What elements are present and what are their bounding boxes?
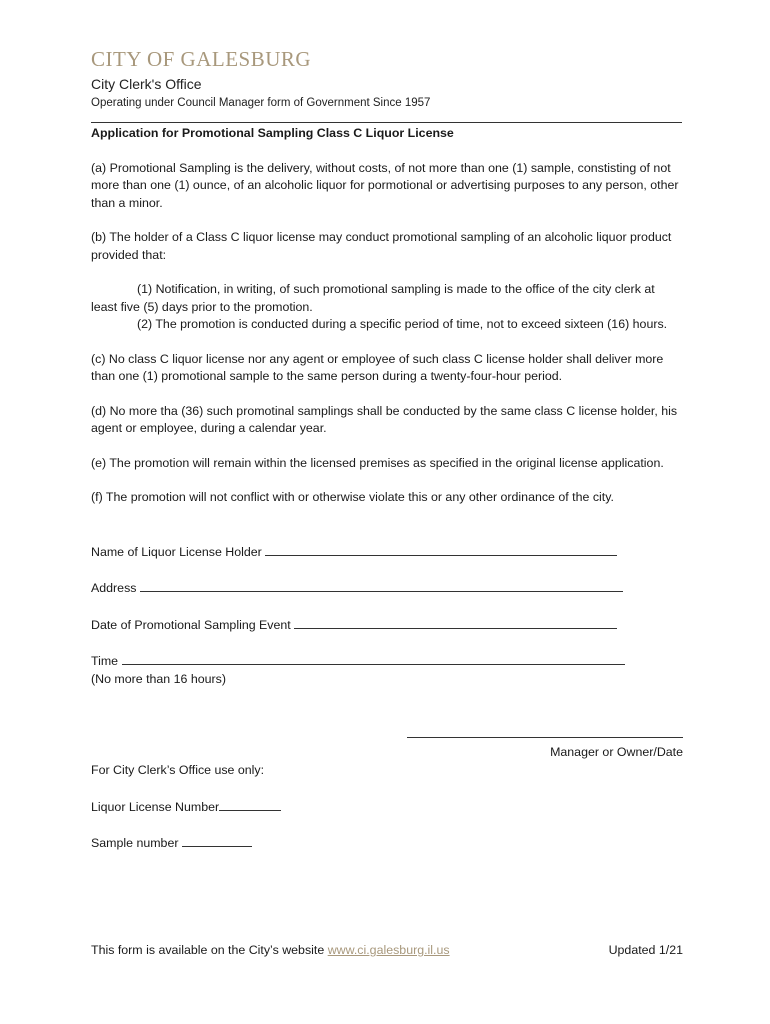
page-footer <box>91 943 683 957</box>
condition-2: (2) The promotion is conducted during a specific period of time, not to exceed sixteen (16) hours. <box>137 317 668 331</box>
conditions-list <box>91 281 683 334</box>
form-title: Application for Promotional Sampling Class C Liquor License <box>91 126 454 140</box>
address-input-line[interactable] <box>140 578 623 592</box>
signature-block <box>91 724 683 761</box>
license-number-field <box>91 797 683 817</box>
holder-name-input-line[interactable] <box>265 542 617 556</box>
signature-label: Manager or Owner/Date <box>550 744 683 759</box>
paragraph-f: (f) The promotion will not conflict with or otherwise violate this or any other ordinance of the city. <box>91 490 614 504</box>
paragraph-c: (c) No class C liquor license nor any agent or employee of such class C license holder shall deliver more than one (1) promotional sample to the same person during a twenty-four-hour period. <box>91 351 664 383</box>
sample-number-field <box>91 833 683 853</box>
signature-line[interactable] <box>407 724 683 738</box>
office-use-heading: For City Clerk’s Office use only: <box>91 763 265 777</box>
event-date-field <box>91 615 683 635</box>
updated-date: Updated 1/21 <box>608 943 683 957</box>
address-field <box>91 578 683 598</box>
sample-number-input-line[interactable] <box>182 833 252 847</box>
paragraph-a: (a) Promotional Sampling is the delivery, without costs, of not more than one (1) sample, constisting of not more than one (1) ounce, of an alcoholic liquor for pormotional or advertising purposes to any person, other than a minor. <box>91 160 679 210</box>
letterhead <box>91 46 430 111</box>
license-number-input-line[interactable] <box>219 797 281 811</box>
city-title: CITY OF GALESBURG <box>91 47 312 71</box>
website-link[interactable]: www.ci.galesburg.il.us <box>327 943 450 957</box>
paragraph-d: (d) No more tha (36) such promotinal samplings shall be conducted by the same class C license holder, his agent or employee, during a calendar year. <box>91 403 678 435</box>
office-name: City Clerk's Office <box>91 76 202 92</box>
address-label: Address <box>91 581 137 595</box>
time-label: Time <box>91 654 119 668</box>
government-since: Operating under Council Manager form of Government Since 1957 <box>91 97 431 109</box>
license-number-label: Liquor License Number <box>91 799 220 814</box>
sample-number-label: Sample number <box>91 836 179 850</box>
time-note: (No more than 16 hours) <box>91 671 226 686</box>
time-input-line[interactable] <box>122 651 625 665</box>
paragraph-e: (e) The promotion will remain within the licensed premises as specified in the original license application. <box>91 455 664 470</box>
header-divider <box>91 122 682 123</box>
paragraph-b: (b) The holder of a Class C liquor license may conduct promotional sampling of an alcoholic liquor product provided that: <box>91 230 672 262</box>
event-date-input-line[interactable] <box>294 615 617 629</box>
time-field <box>91 651 683 671</box>
holder-name-label: Name of Liquor License Holder <box>91 544 262 559</box>
footer-text: This form is available on the City’s website <box>91 943 325 957</box>
condition-1: (1) Notification, in writing, of such promotional sampling is made to the office of the city clerk at least five (5) days prior to the promotion. <box>91 282 655 314</box>
holder-name-field <box>91 542 683 562</box>
event-date-label: Date of Promotional Sampling Event <box>91 617 291 632</box>
form-body <box>91 125 683 870</box>
footer-availability <box>91 943 450 957</box>
